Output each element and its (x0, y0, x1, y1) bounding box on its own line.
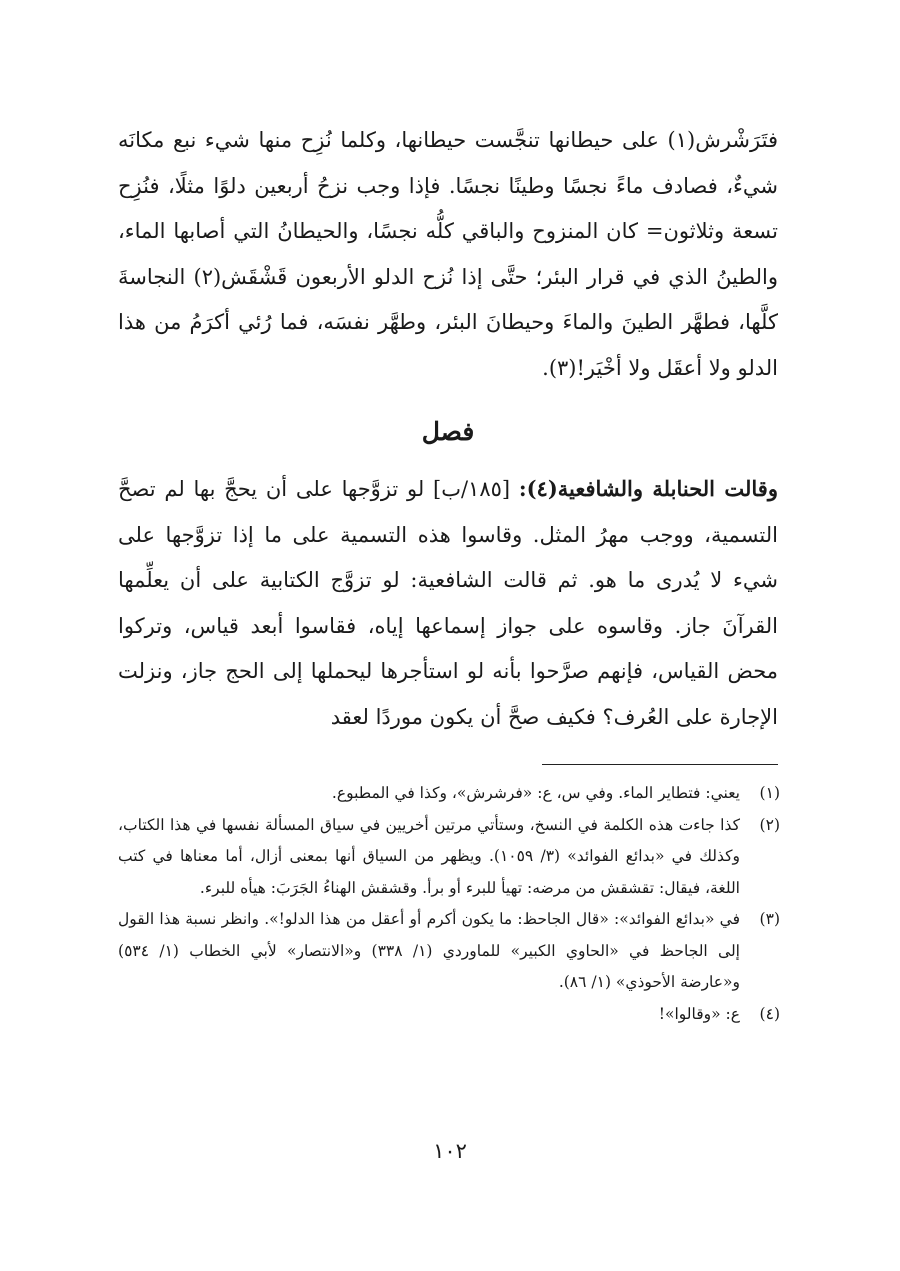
footnote-number: (٢) (759, 815, 780, 834)
footnote-1 (118, 778, 780, 810)
footnote-number: (٣) (759, 910, 780, 928)
section-title: فصل (421, 417, 475, 446)
page-number: ١٠٢ (433, 1139, 467, 1163)
footnote-4 (118, 999, 780, 1031)
footnote-number: (١) (759, 784, 780, 802)
footnote-text: كذا جاءت هذه الكلمة في النسخ، وستأتي مرتين أخريين في سياق المسألة نفسها في هذا الكتاب، وكذلك في «بدائع الفوائد» (٣/ ١٠٥٩). ويظهر من السياق أنها بمعنى أزال، أما معناها في كتب اللغة، فيقال: تقشقش من مرضه: تهيأ للبرء أو برأ. وقشقش الهناءُ الجَرَبَ: هيأه للبرء. (118, 815, 740, 897)
paragraph-2-rest: [١٨٥/ب] لو تزوَّجها على أن يحجَّ بها لم تصحَّ التسمية، ووجب مهرُ المثل. وقاسوا هذه التسمية على ما إذا تزوَّجها على شيء لا يُدرى ما هو. ثم قالت الشافعية: لو تزوَّج الكتابية على أن يعلِّمها القرآنَ جاز. وقاسوه على جواز إسماعها إياه، فقاسوا أبعد قياس، وتركوا محض القياس، فإنهم صرَّحوا بأنه لو استأجرها ليحملها إلى الحج جاز، ونزلت الإجارة على العُرف؟ فكيف صحَّ أن يكون موردًا لعقد (118, 477, 778, 729)
main-text-block-1 (118, 118, 778, 391)
footnote-2 (118, 810, 780, 905)
paragraph-1: فتَرَشْرش(١) على حيطانها تنجَّست حيطانها، وكلما نُزِح منها شيء نبع مكانَه شيءٌ، فصادف ماءً نجسًا وطينًا نجسًا. فإذا وجب نزحُ أربعين دلوًا مثلًا، فنُزِح تسعة وثلاثون= كان المنزوح والباقي كلُّه نجسًا، والحيطانُ التي أصابها الماء، والطينُ الذي في قرار البئر؛ حتَّى إذا نُزح الدلو الأربعون قَشْقَش(٢) النجاسةَ كلَّها، فطهَّر الطينَ والماءَ وحيطانَ البئر، وطهَّر نفسَه، فما رُئي أكرَمُ من هذا الدلو ولا أعقَل ولا أخْيَر!(٣). (118, 128, 779, 380)
footnote-text: ع: «وقالوا»! (658, 1004, 740, 1023)
footnote-text: يعني: فتطاير الماء. وفي س، ع: «فرشرش»، وكذا في المطبوع. (331, 784, 740, 802)
main-text-block-2 (118, 466, 778, 740)
footnote-number: (٤) (759, 1004, 780, 1023)
footnote-divider (542, 764, 778, 765)
footnote-3 (118, 904, 780, 999)
footnote-text: في «بدائع الفوائد»: «قال الجاحظ: ما يكون أكرم أو أعقل من هذا الدلو!». وانظر نسبة هذا القول إلى الجاحظ في «الحاوي الكبير» للماوردي (١/ ٣٣٨) و«الانتصار» لأبي الخطاب (١/ ٥٣٤) و«عارضة الأحوذي» (١/ ٨٦). (118, 910, 740, 991)
paragraph-2-lead: وقالت الحنابلة والشافعية(٤): (518, 476, 778, 501)
paragraph-2 (118, 466, 778, 740)
footnotes (118, 778, 780, 1030)
